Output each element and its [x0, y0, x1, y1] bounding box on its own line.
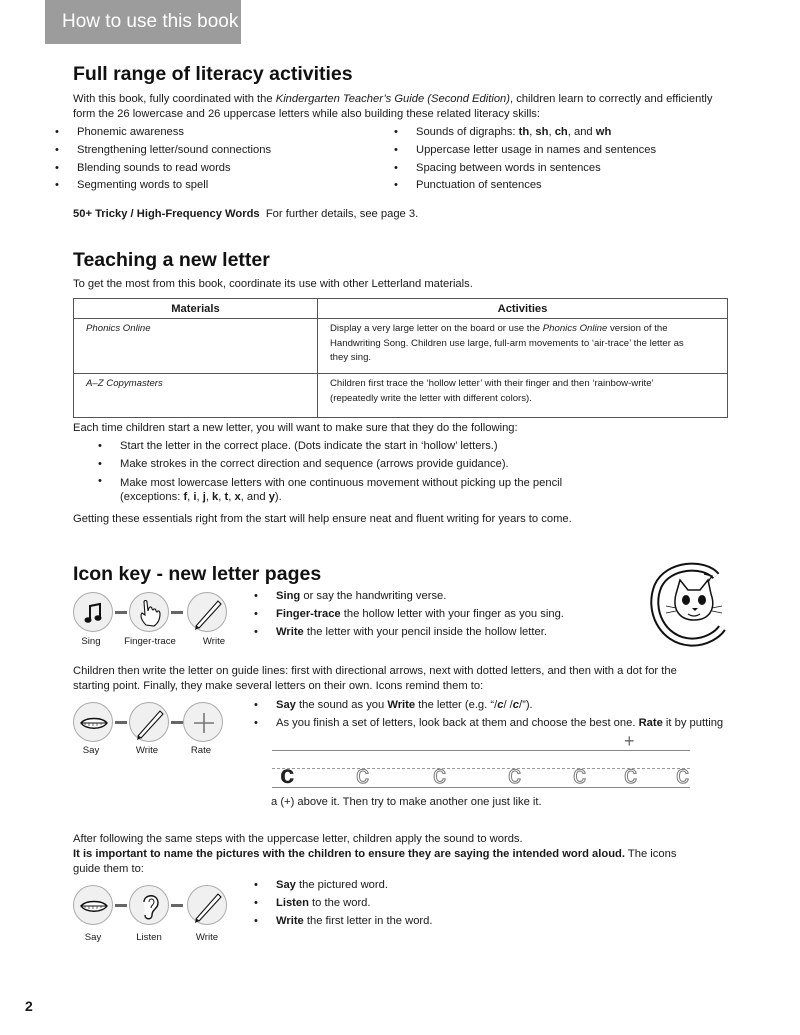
section-tab-label: How to use this book	[62, 11, 239, 32]
digraph: wh	[595, 126, 612, 138]
list-item: • Spacing between words in sentences	[394, 160, 656, 178]
cat-letter-c-illustration	[646, 558, 734, 650]
action-text: the first letter in the word.	[303, 914, 433, 927]
pencil-icon	[129, 702, 169, 742]
icon-key-list-3	[254, 877, 433, 930]
tricky-words-detail: For further details, see page 3.	[265, 208, 419, 220]
sep: ,	[187, 490, 194, 503]
cell-text: Children first trace the ‘hollow letter’ with their finger and then ‘rainbow-write’	[330, 378, 654, 389]
materials-intro: To get the most from this book, coordinate its use with other Letterland materials.	[73, 278, 473, 290]
table-row	[74, 374, 728, 418]
icon-label: Write	[135, 745, 159, 756]
rule-text: Make most lowercase letters with one continuous movement without picking up the pencil	[120, 476, 563, 489]
table-header: Materials	[74, 299, 318, 319]
table-header-row	[74, 299, 728, 319]
exception-letter: i	[193, 490, 197, 503]
action-text: the letter (e.g. “/	[415, 699, 498, 711]
list-item	[254, 697, 723, 715]
list-item	[254, 913, 433, 931]
table-cell	[318, 374, 728, 418]
sep: ,	[529, 126, 536, 138]
icon-label: Finger-trace	[124, 636, 176, 647]
exception-letter: f	[183, 490, 188, 503]
exception-letter: x	[234, 490, 241, 503]
icon-key-list-1	[254, 588, 564, 641]
list-item	[254, 715, 723, 733]
action-word: Write	[276, 914, 304, 927]
sound-letter: c	[512, 699, 519, 711]
icon-connector	[171, 721, 183, 724]
table-cell	[318, 319, 728, 374]
list-item: • Strengthening letter/sound connections	[55, 142, 271, 160]
sep: , and	[567, 126, 596, 138]
action-text: the hollow letter with your finger as you sing.	[340, 607, 564, 620]
digraph: sh	[535, 126, 549, 138]
action-word: Say	[276, 879, 296, 891]
sep: ,	[205, 490, 213, 503]
guide-letter: c	[676, 759, 689, 789]
action-word: Write	[276, 625, 304, 638]
rule-text: (exceptions:	[120, 490, 184, 503]
exception-letter: t	[224, 490, 229, 503]
sound-letter: c	[497, 699, 504, 711]
icon-label: Sing	[81, 636, 101, 647]
list-item	[254, 588, 564, 606]
icon-label: Write	[195, 932, 219, 943]
paragraph-text: The icons	[625, 848, 677, 860]
action-text: to the word.	[308, 896, 371, 909]
list-item: • Uppercase letter usage in names and sentences	[394, 142, 656, 160]
material-name: A–Z Copymasters	[86, 378, 163, 389]
icon-key-list-2	[254, 697, 723, 733]
action-text: or say the handwriting verse.	[300, 590, 447, 602]
icon-connector	[171, 904, 183, 907]
action-text: the letter with your pencil inside the hollow letter.	[303, 625, 547, 638]
list-item: • Blending sounds to read words	[55, 160, 271, 178]
digraphs-label: Sounds of digraphs:	[416, 126, 519, 138]
tricky-words-note	[73, 207, 743, 222]
sep: , and	[240, 490, 269, 503]
skills-list-right	[394, 124, 656, 195]
ear-icon	[129, 885, 169, 925]
plus-icon	[183, 702, 223, 742]
sep: ,	[218, 490, 225, 503]
action-text: As you finish a set of letters, look back at them and choose the best one.	[276, 716, 639, 729]
cell-text: Display a very large letter on the board or use the	[330, 323, 543, 334]
intro-paragraph	[73, 92, 743, 122]
each-time-text: Each time children start a new letter, you will want to make sure that they do the following:	[73, 422, 518, 434]
list-item: • Phonemic awareness	[55, 124, 271, 142]
list-item	[254, 606, 564, 624]
page-number: 2	[25, 998, 33, 1014]
icon-label: Say	[82, 745, 100, 756]
action-word: Say	[276, 699, 296, 711]
cell-text: they sing.	[330, 352, 372, 363]
action-text: the pictured word.	[295, 879, 388, 891]
mouth-icon	[73, 702, 113, 742]
intro-text: , children learn to correctly and efficiently	[510, 93, 713, 105]
cat-icon	[646, 558, 734, 650]
cell-text: Handwriting Song. Children use large, full-arm movements to ‘air-trace’ the letter as	[330, 337, 684, 349]
guide-lines-text	[73, 664, 743, 694]
skills-list-left	[55, 124, 271, 195]
sing-icon	[73, 592, 113, 632]
icon-label: Say	[84, 932, 102, 943]
guide-letter: c	[624, 759, 637, 789]
digraph: ch	[554, 126, 568, 138]
heading-literacy-activities: Full range of literacy activities	[73, 63, 353, 85]
exception-letter: j	[202, 490, 206, 503]
icon-label: Rate	[190, 745, 212, 756]
icon-connector	[115, 721, 127, 724]
cell-text: (repeatedly write the letter with different colors).	[330, 392, 532, 404]
closing-text: Getting these essentials right from the start will help ensure neat and fluent writing for years to come.	[73, 513, 572, 525]
heading-icon-key: Icon key - new letter pages	[73, 563, 322, 585]
cell-text: Phonics Online	[542, 323, 608, 334]
action-text: /”).	[519, 699, 533, 711]
action-word: Listen	[276, 896, 309, 909]
mouth-icon	[73, 885, 113, 925]
guide-letter: c	[356, 759, 369, 789]
list-item	[254, 877, 433, 895]
letter-rules-list	[98, 438, 562, 504]
exception-letter: y	[268, 490, 275, 503]
material-name: Phonics Online	[86, 323, 151, 334]
action-text: / /	[503, 699, 513, 711]
table-cell	[74, 319, 318, 374]
icon-label: Write	[202, 636, 226, 647]
guide-text: Children then write the letter on guide lines: first with directional arrows, next with dotted letters, and then with a dot for the	[73, 665, 677, 677]
list-item	[98, 474, 562, 504]
tricky-words-label: 50+ Tricky / High-Frequency Words	[73, 208, 260, 220]
list-item	[394, 124, 656, 142]
heading-teaching-new-letter: Teaching a new letter	[73, 249, 270, 271]
guide-letter: c	[508, 759, 521, 789]
materials-table	[73, 298, 728, 418]
exception-letter: k	[212, 490, 219, 503]
action-text: the sound as you	[295, 699, 388, 711]
paragraph-text: guide them to:	[73, 863, 144, 875]
action-word: Finger-trace	[276, 607, 341, 620]
list-item: • Make strokes in the correct direction and sequence (arrows provide guidance).	[98, 456, 562, 474]
icon-connector	[171, 611, 183, 614]
sep: ,	[196, 490, 203, 503]
section-tab	[45, 0, 241, 44]
teachers-guide-title: Kindergarten Teacher’s Guide (Second Edition)	[275, 93, 510, 105]
guide-letter: c	[573, 759, 586, 789]
finger-trace-icon	[129, 592, 169, 632]
paragraph-text: After following the same steps with the uppercase letter, children apply the sound to words.	[73, 833, 523, 845]
action-word: Write	[387, 699, 416, 711]
list-item	[254, 895, 433, 913]
pencil-icon	[187, 592, 227, 632]
list-item	[254, 624, 564, 642]
important-text: It is important to name the pictures with the children to ensure they are saying the intended word aloud.	[73, 848, 625, 860]
icon-connector	[115, 904, 127, 907]
rule-text: ).	[274, 490, 282, 503]
intro-text: With this book, fully coordinated with the	[73, 93, 276, 105]
digraph: th	[518, 126, 530, 138]
guide-text: starting point. Finally, they make several letters on their own. Icons remind them to:	[73, 680, 484, 692]
guide-letter: c	[280, 759, 295, 789]
table-header: Activities	[318, 299, 728, 319]
table-cell	[74, 374, 318, 418]
action-word: Sing	[276, 590, 301, 602]
pencil-icon	[187, 885, 227, 925]
sep: ,	[228, 490, 235, 503]
sep: ,	[548, 126, 555, 138]
uppercase-paragraph	[73, 832, 743, 877]
table-row	[74, 319, 728, 374]
action-text: it by putting	[662, 716, 724, 729]
rate-tail-text: a (+) above it. Then try to make another one just like it.	[271, 796, 542, 808]
list-item: • Start the letter in the correct place. (Dots indicate the start in ‘hollow’ letters.)	[98, 438, 562, 456]
guide-letter: c	[433, 759, 446, 789]
list-item: • Punctuation of sentences	[394, 177, 656, 195]
icon-connector	[115, 611, 127, 614]
icon-label: Listen	[136, 932, 162, 943]
cell-text: version of the	[607, 323, 668, 334]
list-item: • Segmenting words to spell	[55, 177, 271, 195]
action-word: Rate	[638, 716, 663, 729]
intro-text: form the 26 lowercase and 26 uppercase letters while also building these related literacy skills:	[73, 108, 541, 120]
rate-plus-mark: +	[624, 731, 635, 751]
